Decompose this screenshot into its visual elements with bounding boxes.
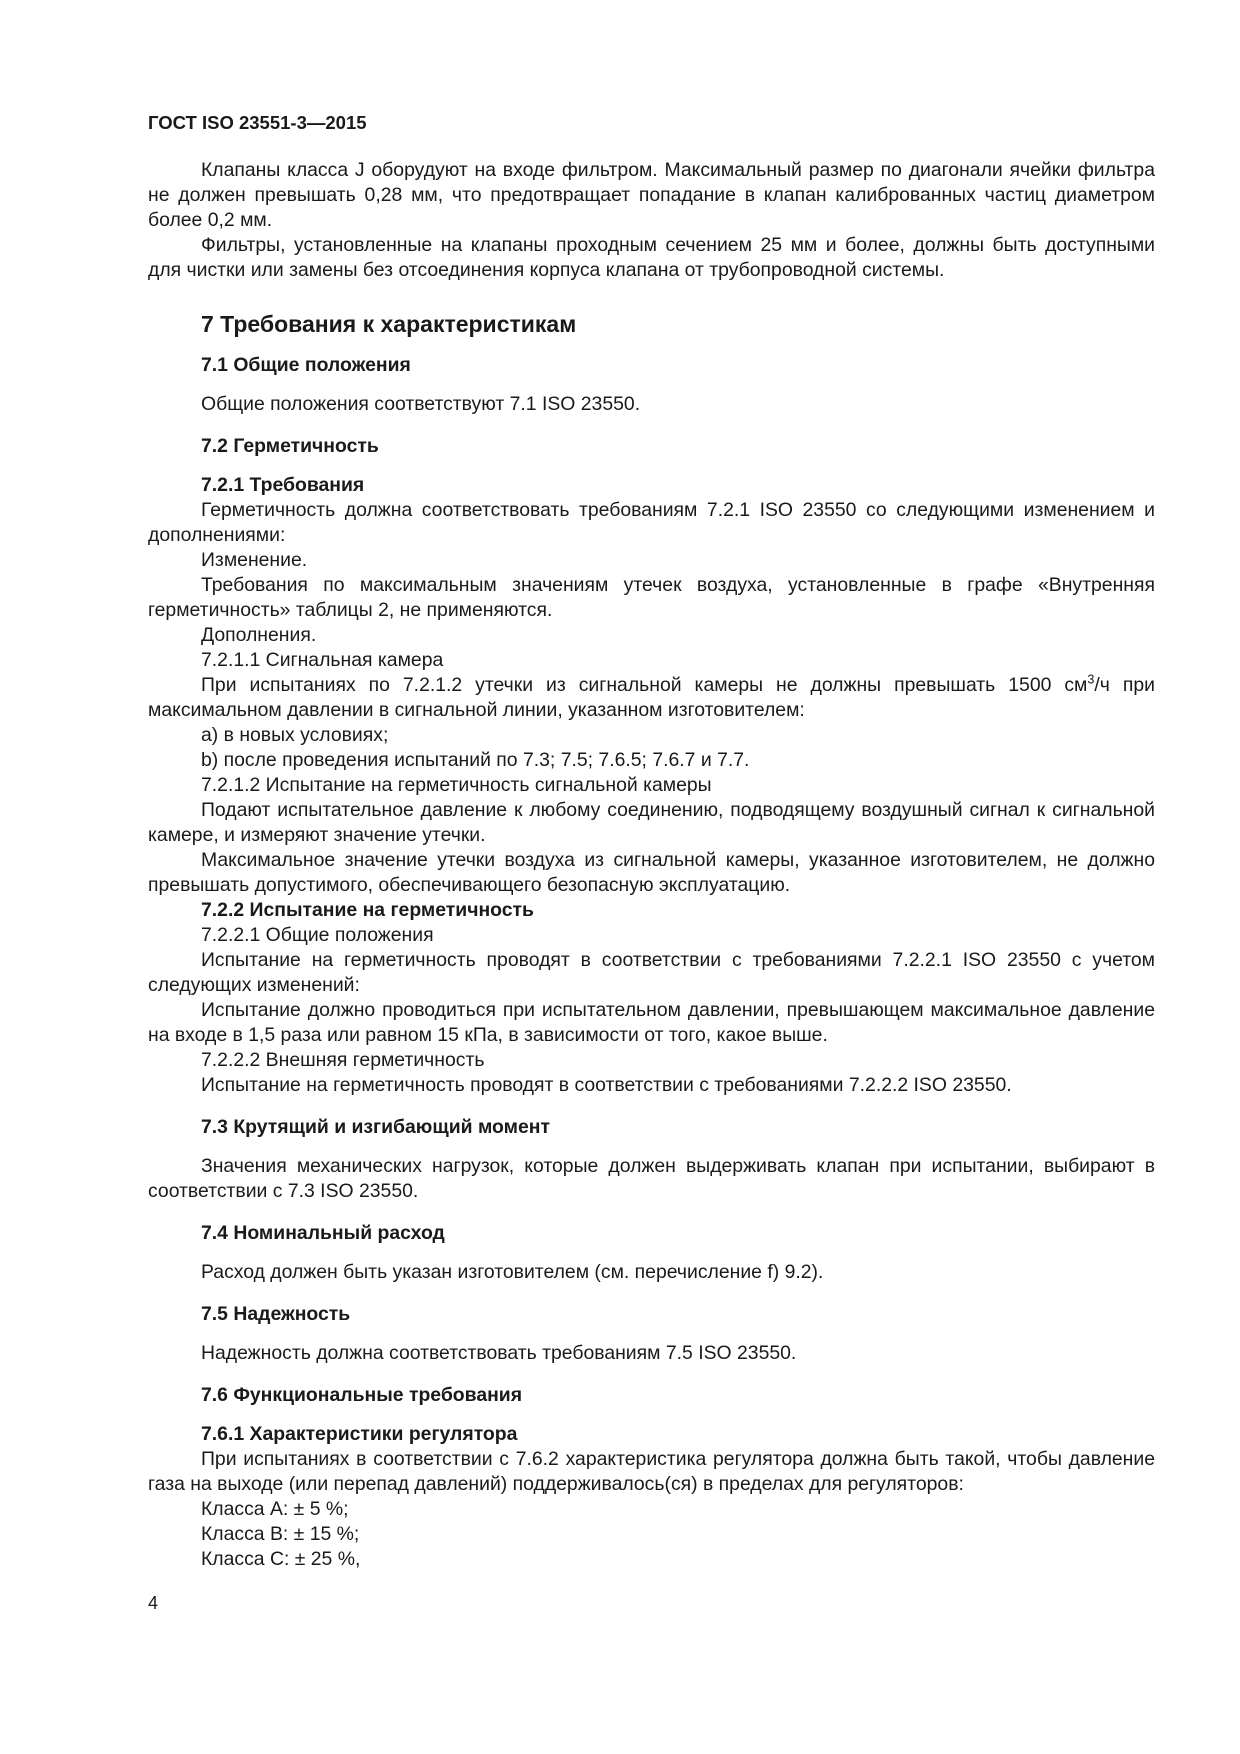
paragraph: Дополнения. xyxy=(201,624,317,646)
paragraph: Испытание на герметичность проводят в соответствии с требованиями 7.2.2.2 ISO 23550. xyxy=(201,1074,1012,1096)
paragraph: Испытание на герметичность проводят в соответствии с требованиями 7.2.2.1 ISO 23550 с учетом следующих изменений: xyxy=(148,949,1155,996)
subsection-heading: 7.5 Надежность xyxy=(201,1303,351,1325)
subsection-heading: 7.2.2 Испытание на герметичность xyxy=(201,899,534,921)
paragraph: 7.2.2.1 Общие положения xyxy=(201,924,434,946)
list-item: b) после проведения испытаний по 7.3; 7.5; 7.6.5; 7.6.7 и 7.7. xyxy=(201,749,750,771)
list-item: a) в новых условиях; xyxy=(201,724,389,746)
document-page xyxy=(148,110,1155,1572)
subsection-heading: 7.2.1 Требования xyxy=(201,474,365,496)
paragraph: Надежность должна соответствовать требованиям 7.5 ISO 23550. xyxy=(201,1342,797,1364)
page-number: 4 xyxy=(148,1593,159,1613)
paragraph: Значения механических нагрузок, которые должен выдерживать клапан при испытании, выбирают в соответствии с 7.3 ISO 23550. xyxy=(148,1155,1155,1202)
list-item: Класса А: ± 5 %; xyxy=(201,1498,349,1520)
paragraph: Расход должен быть указан изготовителем (см. перечисление f) 9.2). xyxy=(201,1261,824,1283)
subsection-heading: 7.3 Крутящий и изгибающий момент xyxy=(201,1116,550,1138)
paragraph: Фильтры, установленные на клапаны проходным сечением 25 мм и более, должны быть доступными для чистки или замены без отсоединения корпуса клапана от трубопроводной системы. xyxy=(148,234,1155,281)
paragraph: Изменение. xyxy=(201,549,308,571)
paragraph-text: /ч при максимальном давлении в сигнальной линии, указанном изготовителем: xyxy=(148,674,1155,721)
paragraph: При испытаниях в соответствии с 7.6.2 характеристика регулятора должна быть такой, чтобы давление газа на выходе (или перепад давлений) поддерживалось(ся) в пределах для регуляторов: xyxy=(148,1448,1155,1495)
subsection-heading: 7.6 Функциональные требования xyxy=(201,1384,523,1406)
paragraph: Испытание должно проводиться при испытательном давлении, превышающем максимальное давление на входе в 1,5 раза или равном 15 кПа, в зависимости от того, какое выше. xyxy=(148,999,1155,1046)
list-item: Класса С: ± 25 %, xyxy=(201,1548,361,1570)
paragraph: 7.2.1.2 Испытание на герметичность сигнальной камеры xyxy=(201,774,712,796)
paragraph xyxy=(148,673,1155,723)
list-item: Класса В: ± 15 %; xyxy=(201,1523,360,1545)
paragraph: 7.2.1.1 Сигнальная камера xyxy=(201,649,444,671)
paragraph: Общие положения соответствуют 7.1 ISO 23550. xyxy=(201,393,641,415)
subsection-heading: 7.4 Номинальный расход xyxy=(201,1222,445,1244)
subsection-heading: 7.1 Общие положения xyxy=(201,354,411,376)
subsection-heading: 7.6.1 Характеристики регулятора xyxy=(201,1423,518,1445)
paragraph: Требования по максимальным значениям утечек воздуха, установленные в графе «Внутренняя герметичность» таблицы 2, не применяются. xyxy=(148,574,1155,621)
paragraph: 7.2.2.2 Внешняя герметичность xyxy=(201,1049,485,1071)
paragraph: Клапаны класса J оборудуют на входе фильтром. Максимальный размер по диагонали ячейки фильтра не должен превышать 0,28 мм, что предотвращает попадание в клапан калиброванных частиц диаметром более 0,2 мм. xyxy=(148,159,1155,231)
paragraph: Подают испытательное давление к любому соединению, подводящему воздушный сигнал к сигнальной камере, и измеряют значение утечки. xyxy=(148,799,1155,846)
paragraph: Максимальное значение утечки воздуха из сигнальной камеры, указанное изготовителем, не должно превышать допустимого, обеспечивающего безопасную эксплуатацию. xyxy=(148,849,1155,896)
running-header: ГОСТ ISO 23551-3—2015 xyxy=(148,112,367,133)
superscript: 3 xyxy=(1087,672,1095,687)
paragraph: Герметичность должна соответствовать требованиям 7.2.1 ISO 23550 со следующими изменением и дополнениями: xyxy=(148,499,1155,546)
section-heading: 7 Требования к характеристикам xyxy=(201,311,577,337)
paragraph-text: При испытаниях по 7.2.1.2 утечки из сигнальной камеры не должны превышать 1500 см xyxy=(201,674,1088,696)
subsection-heading: 7.2 Герметичность xyxy=(201,435,379,457)
